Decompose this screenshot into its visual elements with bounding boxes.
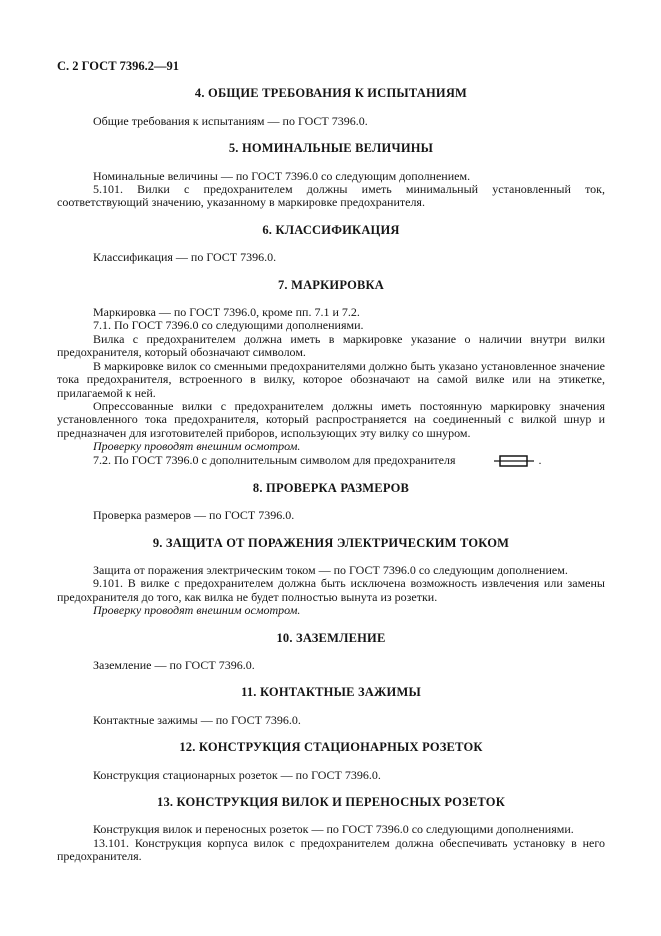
paragraph: Конструкция стационарных розеток — по ГОСТ 7396.0. bbox=[93, 767, 381, 782]
clause-7-2 bbox=[57, 454, 605, 468]
paragraph: В маркировке вилок со сменными предохранителями должно быть указано установленное значение тока предохранителя, встроенного в вилку, которое обозначают на самой вилке или на этикетке, прилагаемой к ней. bbox=[57, 358, 605, 400]
section-heading-4: 4. ОБЩИЕ ТРЕБОВАНИЯ К ИСПЫТАНИЯМ bbox=[194, 86, 468, 101]
clause-7-2-suffix: . bbox=[538, 452, 542, 467]
section-heading-5: 5. НОМИНАЛЬНЫЕ ВЕЛИЧИНЫ bbox=[228, 141, 434, 156]
procedure-note: Проверку проводят внешним осмотром. bbox=[93, 603, 301, 618]
section-heading-9: 9. ЗАЩИТА ОТ ПОРАЖЕНИЯ ЭЛЕКТРИЧЕСКИМ ТОКОМ bbox=[152, 535, 510, 550]
section-heading-7: 7. МАРКИРОВКА bbox=[277, 277, 385, 292]
paragraph: 5.101. Вилки с предохранителем должны иметь минимальный установленный ток, соответствующий значению, указанному в маркировке предохранителя. bbox=[57, 182, 605, 210]
paragraph: Маркировка — по ГОСТ 7396.0, кроме пп. 7.1 и 7.2. bbox=[93, 305, 360, 320]
paragraph: Проверка размеров — по ГОСТ 7396.0. bbox=[93, 508, 295, 523]
paragraph: Номинальные величины — по ГОСТ 7396.0 со следующим дополнением. bbox=[93, 168, 471, 183]
paragraph: Классификация — по ГОСТ 7396.0. bbox=[93, 250, 277, 265]
paragraph: Контактные зажимы — по ГОСТ 7396.0. bbox=[93, 712, 301, 727]
section-heading-13: 13. КОНСТРУКЦИЯ ВИЛОК И ПЕРЕНОСНЫХ РОЗЕТОК bbox=[157, 795, 505, 810]
paragraph: Конструкция вилок и переносных розеток — по ГОСТ 7396.0 со следующими дополнениями. bbox=[93, 822, 574, 837]
paragraph: 9.101. В вилке с предохранителем должна быть исключена возможность извлечения или замены предохранителя до того, как вилка не будет полностью вынута из розетки. bbox=[57, 576, 605, 604]
paragraph: 13.101. Конструкция корпуса вилок с предохранителем должна обеспечивать установку в него предохранителя. bbox=[57, 835, 605, 864]
fuse-icon bbox=[458, 454, 534, 468]
paragraph: Общие требования к испытаниям — по ГОСТ 7396.0. bbox=[93, 113, 368, 128]
procedure-note: Проверку проводят внешним осмотром. bbox=[93, 439, 301, 454]
paragraph: Заземление — по ГОСТ 7396.0. bbox=[93, 658, 255, 673]
paragraph: Защита от поражения электрическим током — по ГОСТ 7396.0 со следующим дополнением. bbox=[93, 563, 568, 577]
section-heading-8: 8. ПРОВЕРКА РАЗМЕРОВ bbox=[252, 480, 410, 495]
section-heading-11: 11. КОНТАКТНЫЕ ЗАЖИМЫ bbox=[241, 685, 421, 700]
paragraph: 7.1. По ГОСТ 7396.0 со следующими дополнениями. bbox=[93, 318, 364, 333]
page-header: С. 2 ГОСТ 7396.2—91 bbox=[57, 59, 180, 73]
section-heading-12: 12. КОНСТРУКЦИЯ СТАЦИОНАРНЫХ РОЗЕТОК bbox=[179, 740, 483, 755]
section-heading-6: 6. КЛАССИФИКАЦИЯ bbox=[262, 222, 400, 237]
paragraph: Опрессованные вилки с предохранителем должны иметь постоянную маркировку значения установленного тока предохранителя, который распространяется на соединенный с вилкой шнур и предназначен для изготовителей приборов, использующих эту вилку со шнуром. bbox=[57, 398, 605, 440]
clause-7-2-text: 7.2. По ГОСТ 7396.0 с дополнительным символом для предохранителя bbox=[93, 452, 456, 467]
paragraph: Вилка с предохранителем должна иметь в маркировке указание о наличии внутри вилки предохранителя, который обозначают символом. bbox=[57, 331, 605, 360]
section-heading-10: 10. ЗАЗЕМЛЕНИЕ bbox=[276, 630, 386, 645]
